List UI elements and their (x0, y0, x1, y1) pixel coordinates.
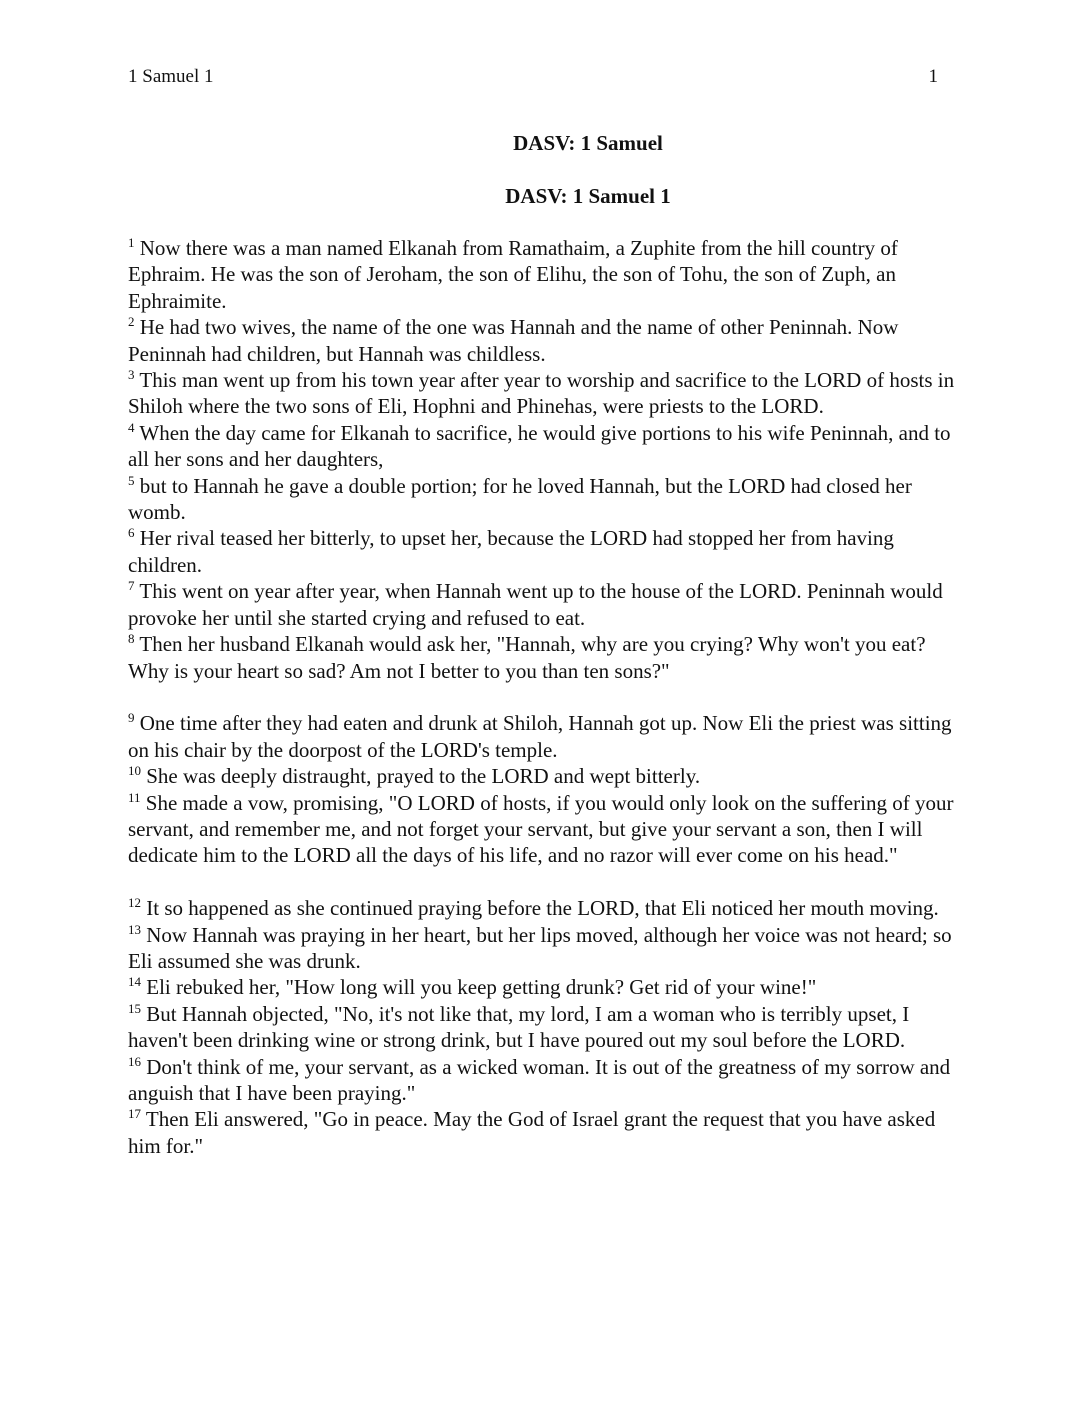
verse-text: Then Eli answered, "Go in peace. May the God of Israel grant the request that you have asked him for." (128, 1107, 936, 1158)
verse-number: 2 (128, 314, 135, 330)
verse-text: One time after they had eaten and drunk at Shiloh, Hannah got up. Now Eli the priest was sitting on his chair by the doorpost of the LORD's temple. (128, 711, 952, 762)
verse-number: 11 (128, 789, 141, 805)
verse (128, 578, 968, 631)
verse (128, 314, 968, 367)
verse (128, 420, 968, 473)
chapter-body (128, 235, 968, 1159)
verse-text: She was deeply distraught, prayed to the LORD and wept bitterly. (141, 764, 701, 789)
verse-text: Then her husband Elkanah would ask her, "Hannah, why are you crying? Why won't you eat? Why is your heart so sad? Am not I better to you than ten sons?" (128, 632, 926, 683)
verse-number: 9 (128, 710, 135, 726)
running-header (128, 64, 938, 90)
paragraph-break (128, 684, 968, 710)
verse (128, 790, 968, 869)
verse-number: 8 (128, 631, 135, 647)
verse-text: but to Hannah he gave a double portion; for he loved Hannah, but the LORD had closed her womb. (128, 473, 912, 525)
verse-number: 17 (128, 1106, 141, 1122)
verse (128, 1001, 968, 1054)
verse-text: Eli rebuked her, "How long will you keep getting drunk? Get rid of your wine!" (141, 975, 817, 1000)
verse-text: Don't think of me, your servant, as a wicked woman. It is out of the greatness of my sorrow and anguish that I have been praying." (128, 1054, 951, 1105)
verse-text: This man went up from his town year after year to worship and sacrifice to the LORD of hosts in Shiloh where the two sons of Eli, Hophni and Phinehas, were priests to the LORD. (128, 368, 955, 419)
verse-text: She made a vow, promising, "O LORD of hosts, if you would only look on the suffering of your servant, and remember me, and not forget your servant, but give your servant a son, then I will dedicate him to the LORD all the days of his life, and no razor will ever come on his head." (128, 790, 954, 868)
verse (128, 974, 968, 1000)
verse-number: 14 (128, 974, 141, 990)
verse-number: 5 (128, 472, 135, 488)
verse-number: 1 (128, 235, 135, 250)
verse (128, 1054, 968, 1107)
verse (128, 631, 968, 684)
chapter-title: DASV: 1 Samuel 1 (505, 184, 671, 208)
book-title: DASV: 1 Samuel (513, 131, 663, 155)
verse-text: But Hannah objected, "No, it's not like that, my lord, I am a woman who is terribly upset, I haven't been drinking wine or strong drink, but I have poured out my soul before the LORD. (128, 1001, 910, 1053)
page-number: 1 (928, 66, 938, 87)
verse-number: 6 (128, 525, 135, 541)
verse-number: 3 (128, 367, 135, 383)
verse-number: 15 (128, 1000, 141, 1016)
verse-text: He had two wives, the name of the one was Hannah and the name of other Peninnah. Now Peninnah had children, but Hannah was childless. (128, 315, 899, 366)
verse-text: When the day came for Elkanah to sacrifice, he would give portions to his wife Peninnah, and to all her sons and her daughters, (128, 420, 951, 472)
verse (128, 710, 968, 763)
verse (128, 525, 968, 578)
verse-text: Now Hannah was praying in her heart, but her lips moved, although her voice was not heard; so Eli assumed she was drunk. (128, 922, 952, 973)
verse (128, 1106, 968, 1159)
paragraph-break (128, 869, 968, 895)
running-header-title: 1 Samuel 1 (128, 66, 214, 87)
verse (128, 367, 968, 420)
verse-text: Her rival teased her bitterly, to upset her, because the LORD had stopped her from having children. (128, 526, 894, 577)
verse-number: 16 (128, 1053, 141, 1069)
verse-text: This went on year after year, when Hannah went up to the house of the LORD. Peninnah would provoke her until she started crying and refused to eat. (128, 579, 943, 630)
verse-number: 7 (128, 578, 135, 594)
verse-number: 12 (128, 895, 141, 911)
verse-text: Now there was a man named Elkanah from Ramathaim, a Zuphite from the hill country of Ephraim. He was the son of Jeroham, the son of Elihu, the son of Tohu, the son of Zuph, an Ephraimite. (128, 236, 898, 313)
verse-number: 13 (128, 921, 141, 937)
verse (128, 763, 968, 789)
verse-number: 4 (128, 419, 135, 435)
verse (128, 235, 968, 314)
verse-number: 10 (128, 763, 141, 779)
verse-text: It so happened as she continued praying before the LORD, that Eli noticed her mouth moving. (141, 896, 939, 921)
verse (128, 922, 968, 975)
verse (128, 895, 968, 921)
verse (128, 473, 968, 526)
